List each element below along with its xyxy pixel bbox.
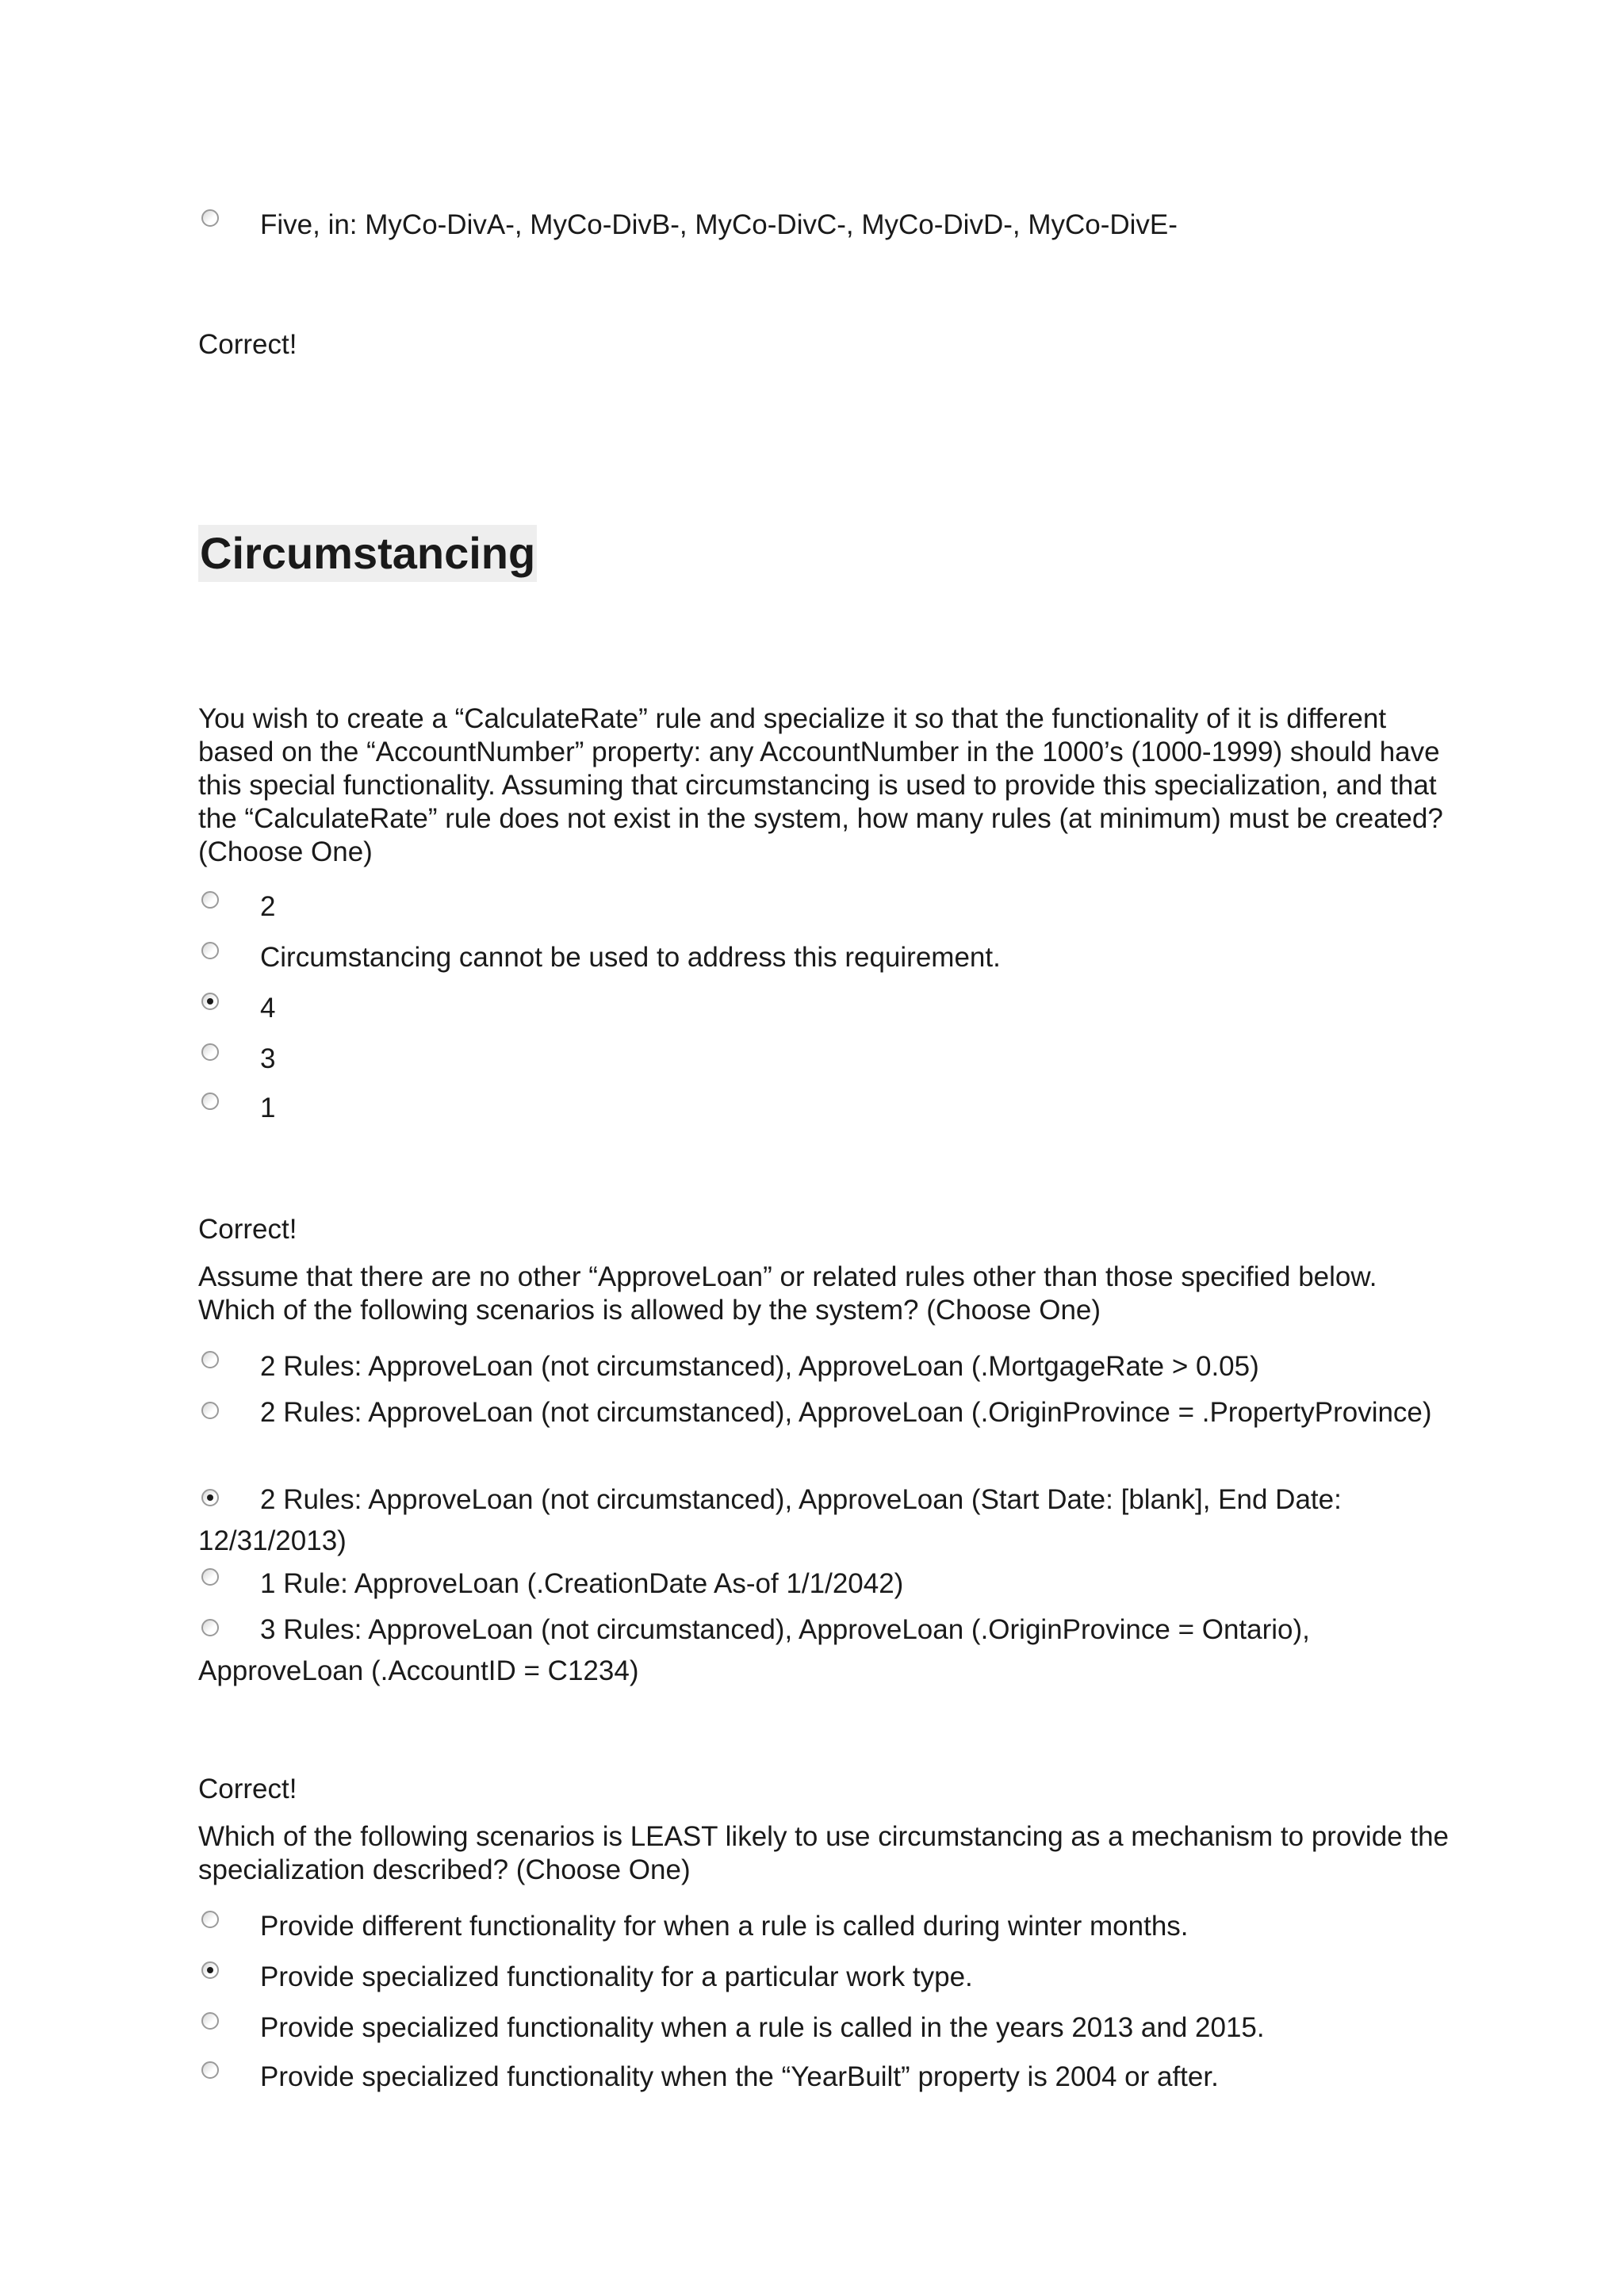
feedback-correct: Correct! — [198, 329, 297, 360]
option-label: Provide different functionality for when a rule is called during winter months. — [260, 1911, 1189, 1942]
radio-button[interactable] — [201, 1093, 219, 1110]
option-label: 2 Rules: ApproveLoan (not circumstanced), ApproveLoan (.MortgageRate > 0.05) — [260, 1351, 1259, 1382]
option-q2-3[interactable] — [198, 1479, 1435, 1562]
radio-button[interactable] — [201, 942, 219, 959]
option-label: 2 — [260, 891, 276, 922]
radio-button-selected[interactable] — [201, 1961, 219, 1979]
option-label: Provide specialized functionality for a particular work type. — [260, 1961, 973, 1992]
option-q2-5[interactable] — [198, 1609, 1435, 1692]
section-heading: Circumstancing — [198, 525, 537, 582]
radio-button[interactable] — [201, 891, 219, 909]
question-1-text: You wish to create a “CalculateRate” rule and specialize it so that the functionality of it is different based on the “AccountNumber” property: any AccountNumber in the 1000’s (1000-1999) should have this special functionality. Assuming that circumstancing is used to provide this specialization, and that the “CalculateRate” rule does not exist in the system, how many rules (at minimum) must be created? (Choose One) — [198, 703, 1443, 867]
radio-button[interactable] — [201, 1568, 219, 1586]
option-label: 3 Rules: ApproveLoan (not circumstanced), ApproveLoan (.OriginProvince = Ontario), ApproveLoan (.AccountID = C1234) — [198, 1614, 1310, 1686]
radio-button[interactable] — [201, 1619, 219, 1636]
radio-button[interactable] — [201, 2061, 219, 2079]
feedback-correct: Correct! — [198, 1214, 297, 1245]
option-label: Five, in: MyCo-DivA-, MyCo-DivB-, MyCo-DivC-, MyCo-DivD-, MyCo-DivE- — [260, 209, 1178, 240]
option-label: Provide specialized functionality when the “YearBuilt” property is 2004 or after. — [260, 2061, 1219, 2092]
option-label: Circumstancing cannot be used to address this requirement. — [260, 942, 1001, 973]
feedback-correct: Correct! — [198, 1774, 297, 1804]
option-label: 4 — [260, 993, 276, 1024]
option-label: 1 — [260, 1093, 276, 1123]
radio-button[interactable] — [201, 1402, 219, 1419]
option-q2-2[interactable] — [198, 1392, 1435, 1433]
option-label: 2 Rules: ApproveLoan (not circumstanced), ApproveLoan (Start Date: [blank], End Date: 12/31/2013) — [198, 1484, 1342, 1556]
option-label: Provide specialized functionality when a rule is called in the years 2013 and 2015. — [260, 2012, 1265, 2043]
radio-button[interactable] — [201, 1043, 219, 1061]
radio-button[interactable] — [201, 1351, 219, 1368]
radio-button[interactable] — [201, 209, 219, 227]
option-label: 2 Rules: ApproveLoan (not circumstanced), ApproveLoan (.OriginProvince = .PropertyProvince) — [260, 1397, 1432, 1428]
radio-button-selected[interactable] — [201, 993, 219, 1010]
radio-button[interactable] — [201, 1911, 219, 1928]
option-label: 1 Rule: ApproveLoan (.CreationDate As-of 1/1/2042) — [260, 1568, 904, 1599]
option-label: 3 — [260, 1043, 276, 1074]
radio-button[interactable] — [201, 2012, 219, 2030]
question-3-text: Which of the following scenarios is LEAST likely to use circumstancing as a mechanism to provide the specialization described? (Choose One) — [198, 1821, 1450, 1885]
radio-button-selected[interactable] — [201, 1489, 219, 1506]
question-2-text: Assume that there are no other “ApproveLoan” or related rules other than those specified below. Which of the following scenarios is allowed by the system? (Choose One) — [198, 1261, 1377, 1326]
